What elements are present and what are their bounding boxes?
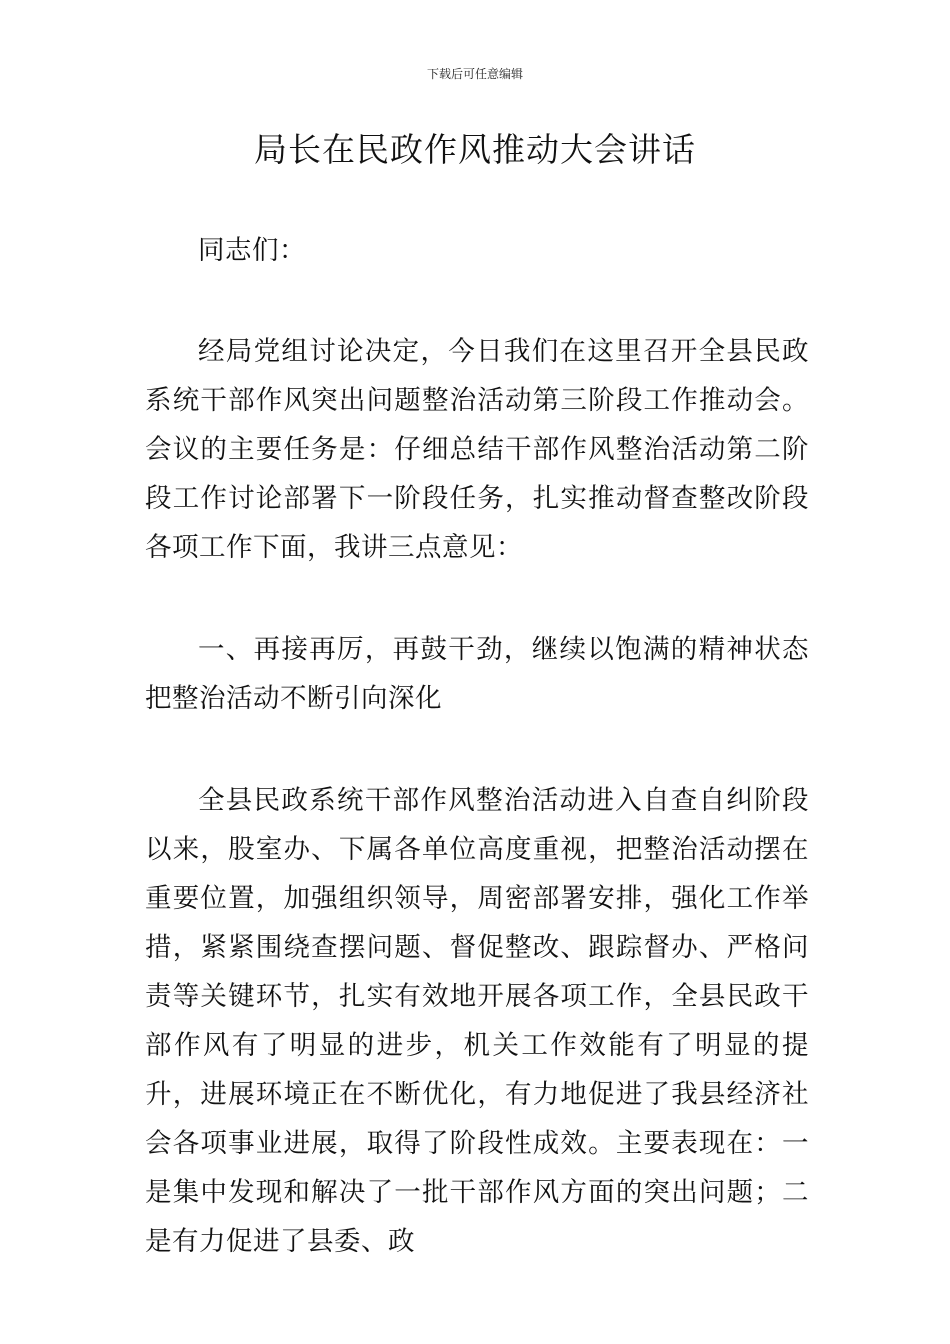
section-one-paragraph: 全县民政系统干部作风整治活动进入自查自纠阶段以来，股室办、下属各单位高度重视，把整治活动摆在重要位置，加强组织领导，周密部署安排，强化工作举措，紧紧围绕查摆问题、督促整改、跟踪督办、严格问责等关键环节，扎实有效地开展各项工作，全县民政干部作风有了明显的进步，机关工作效能有了明显的提升，进展环境正在不断优化，有力地促进了我县经济社会各项事业进展，取得了阶段性成效。主要表现在：一是集中发现和解决了一批干部作风方面的突出问题；二是有力促进了县委、政: [145, 785, 809, 1257]
salutation-paragraph: 同志们：: [198, 235, 306, 266]
section-heading-one: 一、再接再厉，再鼓干劲，继续以饱满的精神状态把整治活动不断引向深化: [145, 634, 809, 714]
document-body: [145, 226, 809, 1266]
header-note: 下载后可任意编辑: [426, 67, 523, 81]
document-title: 局长在民政作风推动大会讲话: [254, 130, 696, 169]
intro-paragraph: 经局党组讨论决定，今日我们在这里召开全县民政系统干部作风突出问题整治活动第三阶段工作推动会。会议的主要任务是：仔细总结干部作风整治活动第二阶段工作讨论部署下一阶段任务，扎实推动督查整改阶段各项工作下面，我讲三点意见：: [145, 336, 809, 563]
